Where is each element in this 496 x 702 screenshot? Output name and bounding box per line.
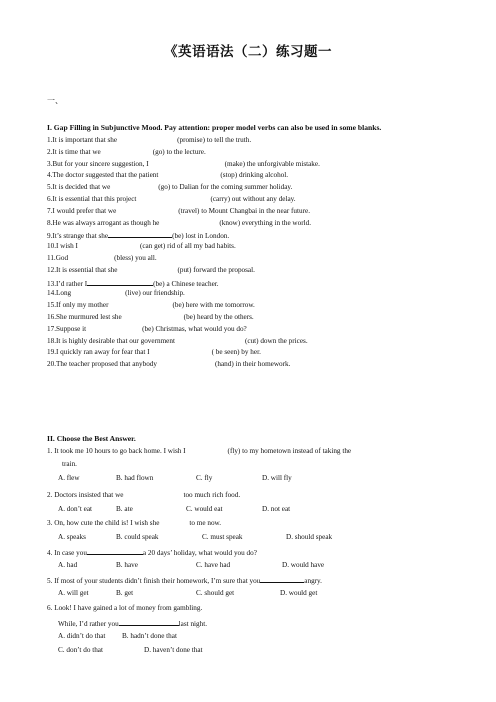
part1-item-stem: 16.She murmured lest she [47,313,122,321]
part1-item-hint: (be) a Chinese teacher. [153,279,219,288]
q1-stem-text: 1. It took me 10 hours to go back home. I wish I [47,447,186,455]
part1-item-stem: 12.It is essential that she [47,265,118,274]
q5-option-a: A. will get [58,589,89,597]
part1-item-hint: (go) to the lecture. [152,147,206,156]
part1-item-blank [87,278,153,286]
part1-item-hint: (cut) down the prices. [244,336,308,345]
part1-item-stem: 7.I would prefer that we [47,206,117,215]
q6-stem-second [58,618,207,629]
part1-item-hint: (be) Christmas, what would you do? [142,324,247,333]
q4-stem-text: 4. In case you [47,549,87,557]
part1-item-hint: (be) heard by the others. [183,313,254,321]
q3-option-d: D. should speak [286,533,333,541]
part1-item-stem: 9.It’s strange that she [47,232,109,241]
part1-item-hint: (carry) out without any delay. [210,195,296,203]
part1-item [47,301,255,310]
part1-item-stem: 20.The teacher proposed that anybody [47,360,157,369]
q4-stem-post: a 20 days’ holiday, what would you do? [142,549,257,557]
part1-item-stem: 11.God [47,254,69,262]
part2-heading: II. Choose the Best Answer. [47,434,136,443]
part1-item [47,148,206,157]
part1-item-stem: 15.If only my mother [47,301,109,310]
q6-option-d: D. haven’t done that [144,646,203,654]
q4-options [58,561,324,570]
q5-blank [260,575,304,583]
part1-item-blank [108,230,172,238]
q2-option-b: B. ate [116,505,133,513]
part1-item [47,278,219,289]
q5-option-b: B. get [116,589,134,597]
part1-item-stem: 13.I’d rather I [47,279,88,288]
part1-item-hint: (live) our friendship. [125,289,185,298]
part1-item-stem: 1.It is important that she [47,136,118,144]
part1-item-stem: 2.It is time that we [47,147,101,156]
part1-item [47,171,288,180]
q6-stem-post: last night. [178,620,208,628]
part1-item [47,266,255,275]
q2-option-d: D. not eat [262,505,291,513]
part1-item [47,313,254,322]
q1-option-a: A. flew [58,474,80,482]
q3-options [58,533,332,542]
q3-option-b: B. could speak [116,533,159,541]
part1-item-stem: 19.I quickly ran away for fear that I [47,348,150,357]
q5-options [58,589,317,598]
part1-item-hint: (stop) drinking alcohol. [220,171,289,180]
part1-item [47,337,308,346]
part1-item-stem: 14.Long [47,289,72,298]
part1-item-stem: 3.But for your sincere suggestion, I [47,159,149,168]
q1-option-c: C. fly [196,474,213,482]
q5-option-d: D. would get [280,589,318,597]
part1-heading: I. Gap Filling in Subjunctive Mood. Pay attention: proper model verbs can also be used in some blanks. [47,123,382,132]
q4-option-d: D. would have [282,561,325,569]
q6-options-row2 [58,646,203,655]
q6-option-a: A. didn’t do that [58,632,106,640]
q2-stem-post: too much rich food. [183,491,241,499]
q5-stem-text: 5. If most of your students didn’t finish their homework, I’m sure that you [47,577,261,585]
q2-stem [47,491,240,500]
part1-item [47,325,247,334]
q1-option-d: D. will fly [262,474,292,482]
part1-item-hint: (bless) you all. [114,254,157,262]
part1-item [47,195,296,204]
part1-item [47,289,185,298]
q5-option-c: C. should get [196,589,235,597]
part1-item [47,207,310,216]
q1-option-b: B. had flown [116,474,154,482]
part1-item [47,219,311,228]
part1-item-hint: ( be seen) by her. [211,348,261,357]
part1-item-stem: 8.He was always arrogant as though he [47,218,160,227]
q5-stem [47,575,322,586]
q1-stem-continuation: train. [62,460,77,468]
part1-item-stem: 4.The doctor suggested that the patient [47,171,159,180]
part1-item [47,254,157,263]
q2-stem-text: 2. Doctors insisted that we [47,491,124,499]
part1-item [47,183,292,192]
q2-options [58,505,290,514]
q2-option-a: A. don’t eat [58,505,93,513]
part1-item-hint: (hand) in their homework. [214,360,291,369]
part1-item-hint: (make) the unforgivable mistake. [224,159,320,168]
part1-item [47,230,229,241]
q3-option-a: A. speaks [58,533,86,541]
q4-option-c: C. have had [196,561,231,569]
part1-item [47,136,251,145]
q1-options [58,474,292,483]
q4-blank [87,547,143,555]
q6-stem-text: While, I’d rather you [58,620,119,628]
q4-stem [47,547,257,558]
q3-stem [47,519,221,528]
q3-stem-post: to me now. [189,519,222,527]
page-title: 《英语语法（二）练习题一 [164,44,332,60]
q3-stem-text: 3. On, how cute the child is! I wish she [47,519,160,527]
q1-stem [47,447,351,456]
q6-options-row1 [58,632,177,641]
part1-item-hint: (promise) to tell the truth. [177,136,252,144]
q6-option-c: C. don’t do that [58,646,103,654]
q6-stem: 6. Look! I have gained a lot of money from gambling. [47,604,203,612]
part1-item-hint: (be) here with me tomorrow. [172,301,255,310]
part1-item-hint: (be) lost in London. [172,232,230,241]
part1-item-stem: 18.It is highly desirable that our government [47,336,175,345]
q6-blank [119,618,179,626]
part1-item-hint: (put) forward the proposal. [177,265,255,274]
q5-stem-post: angry. [304,577,322,585]
q4-option-a: A. had [58,561,78,569]
q6-option-b: B. hadn’t done that [122,632,177,640]
part1-item-hint: (go) to Dalian for the coming summer holiday. [158,183,293,192]
q4-option-b: B. have [116,561,138,569]
part1-item-stem: 5.It is decided that we [47,183,111,192]
part1-item-stem: 17.Suppose it [47,324,87,333]
part1-item-hint: (know) everything in the world. [219,218,311,227]
part1-item [47,242,236,251]
part1-item [47,360,290,369]
part1-item-stem: 10.I wish I [47,242,78,251]
part1-item [47,160,320,169]
q2-option-c: C. would eat [186,505,223,513]
part1-item [47,348,261,357]
part1-item-hint: (can get) rid of all my bad habits. [139,242,236,251]
q3-option-c: C. must speak [202,533,243,541]
q1-stem-hint: (fly) to my hometown instead of taking the [227,447,352,455]
part1-item-hint: (travel) to Mount Changbai in the near future. [178,206,310,215]
part1-item-stem: 6.It is essential that this project [47,195,137,203]
section-mark: 一、 [47,96,63,105]
